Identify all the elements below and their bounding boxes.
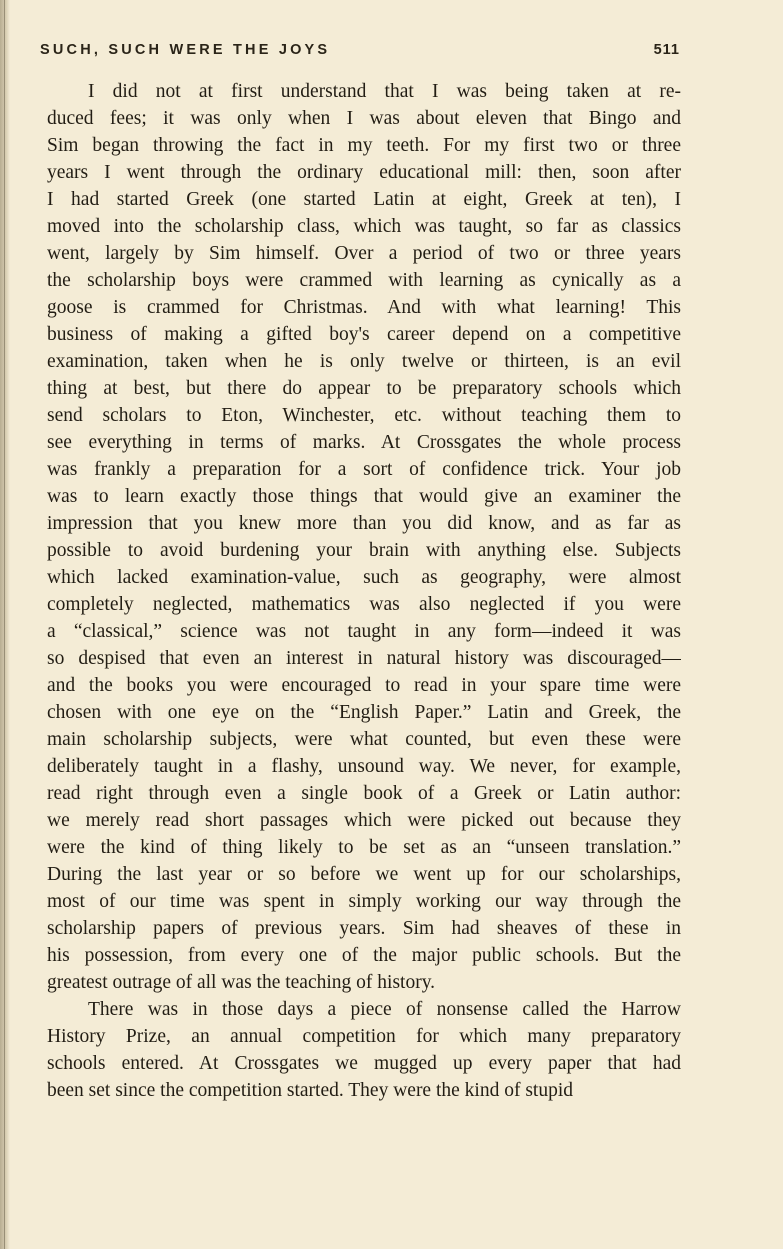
text-line: thing at best, but there do appear to be preparatory schools which <box>47 378 681 399</box>
text-line: main scholarship subjects, were what counted, but even these were <box>47 729 681 750</box>
text-line: years I went through the ordinary educational mill: then, soon after <box>47 162 681 183</box>
text-line: possible to avoid burdening your brain with anything else. Subjects <box>47 540 681 561</box>
text-line: see everything in terms of marks. At Crossgates the whole process <box>47 432 681 453</box>
text-line: I had started Greek (one started Latin at eight, Greek at ten), I <box>47 189 681 210</box>
text-line: business of making a gifted boy's career depend on a competitive <box>47 324 681 345</box>
book-gutter <box>0 0 10 1249</box>
text-line: the scholarship boys were crammed with learning as cynically as a <box>47 270 681 291</box>
text-line: completely neglected, mathematics was also neglected if you were <box>47 594 681 615</box>
text-line: were the kind of thing likely to be set as an “unseen translation.” <box>47 837 681 858</box>
text-line: examination, taken when he is only twelve or thirteen, is an evil <box>47 351 681 372</box>
text-line: send scholars to Eton, Winchester, etc. without teaching them to <box>47 405 681 426</box>
page-number: 511 <box>653 42 680 58</box>
text-line: greatest outrage of all was the teaching of history. <box>47 972 436 993</box>
gutter-fold-line <box>4 0 5 1249</box>
text-line: moved into the scholarship class, which was taught, so far as classics <box>47 216 681 237</box>
body-text <box>47 78 681 1104</box>
text-line: During the last year or so before we went up for our scholarships, <box>47 864 681 885</box>
text-line: was to learn exactly those things that would give an examiner the <box>47 486 681 507</box>
paragraph-1 <box>47 78 681 996</box>
text-line: and the books you were encouraged to read in your spare time were <box>47 675 681 696</box>
text-line: so despised that even an interest in natural history was discouraged— <box>47 648 681 669</box>
text-line: went, largely by Sim himself. Over a period of two or three years <box>47 243 681 264</box>
page-header <box>40 42 680 66</box>
text-line: which lacked examination-value, such as geography, were almost <box>47 567 681 588</box>
text-line: we merely read short passages which were picked out because they <box>47 810 681 831</box>
text-line: scholarship papers of previous years. Sim had sheaves of these in <box>47 918 681 939</box>
paragraph-2 <box>47 996 681 1104</box>
text-line: his possession, from every one of the major public schools. But the <box>47 945 681 966</box>
text-line: chosen with one eye on the “English Paper.” Latin and Greek, the <box>47 702 681 723</box>
text-line: read right through even a single book of a Greek or Latin author: <box>47 783 681 804</box>
text-line: Sim began throwing the fact in my teeth. For my first two or three <box>47 135 681 156</box>
text-line: most of our time was spent in simply working our way through the <box>47 891 681 912</box>
running-title: SUCH, SUCH WERE THE JOYS <box>40 42 331 58</box>
text-line: a “classical,” science was not taught in any form—indeed it was <box>47 621 681 642</box>
text-line: schools entered. At Crossgates we mugged up every paper that had <box>47 1053 681 1074</box>
text-line: impression that you knew more than you did know, and as far as <box>47 513 681 534</box>
text-line: was frankly a preparation for a sort of confidence trick. Your job <box>47 459 681 480</box>
text-line: There was in those days a piece of nonsense called the Harrow <box>88 999 681 1020</box>
text-line: I did not at first understand that I was being taken at re- <box>88 81 681 102</box>
text-line: History Prize, an annual competition for which many preparatory <box>47 1026 681 1047</box>
text-line: duced fees; it was only when I was about eleven that Bingo and <box>47 108 681 129</box>
text-line: been set since the competition started. They were the kind of stupid <box>47 1080 573 1101</box>
text-line: goose is crammed for Christmas. And with what learning! This <box>47 297 681 318</box>
text-line: deliberately taught in a flashy, unsound way. We never, for example, <box>47 756 681 777</box>
